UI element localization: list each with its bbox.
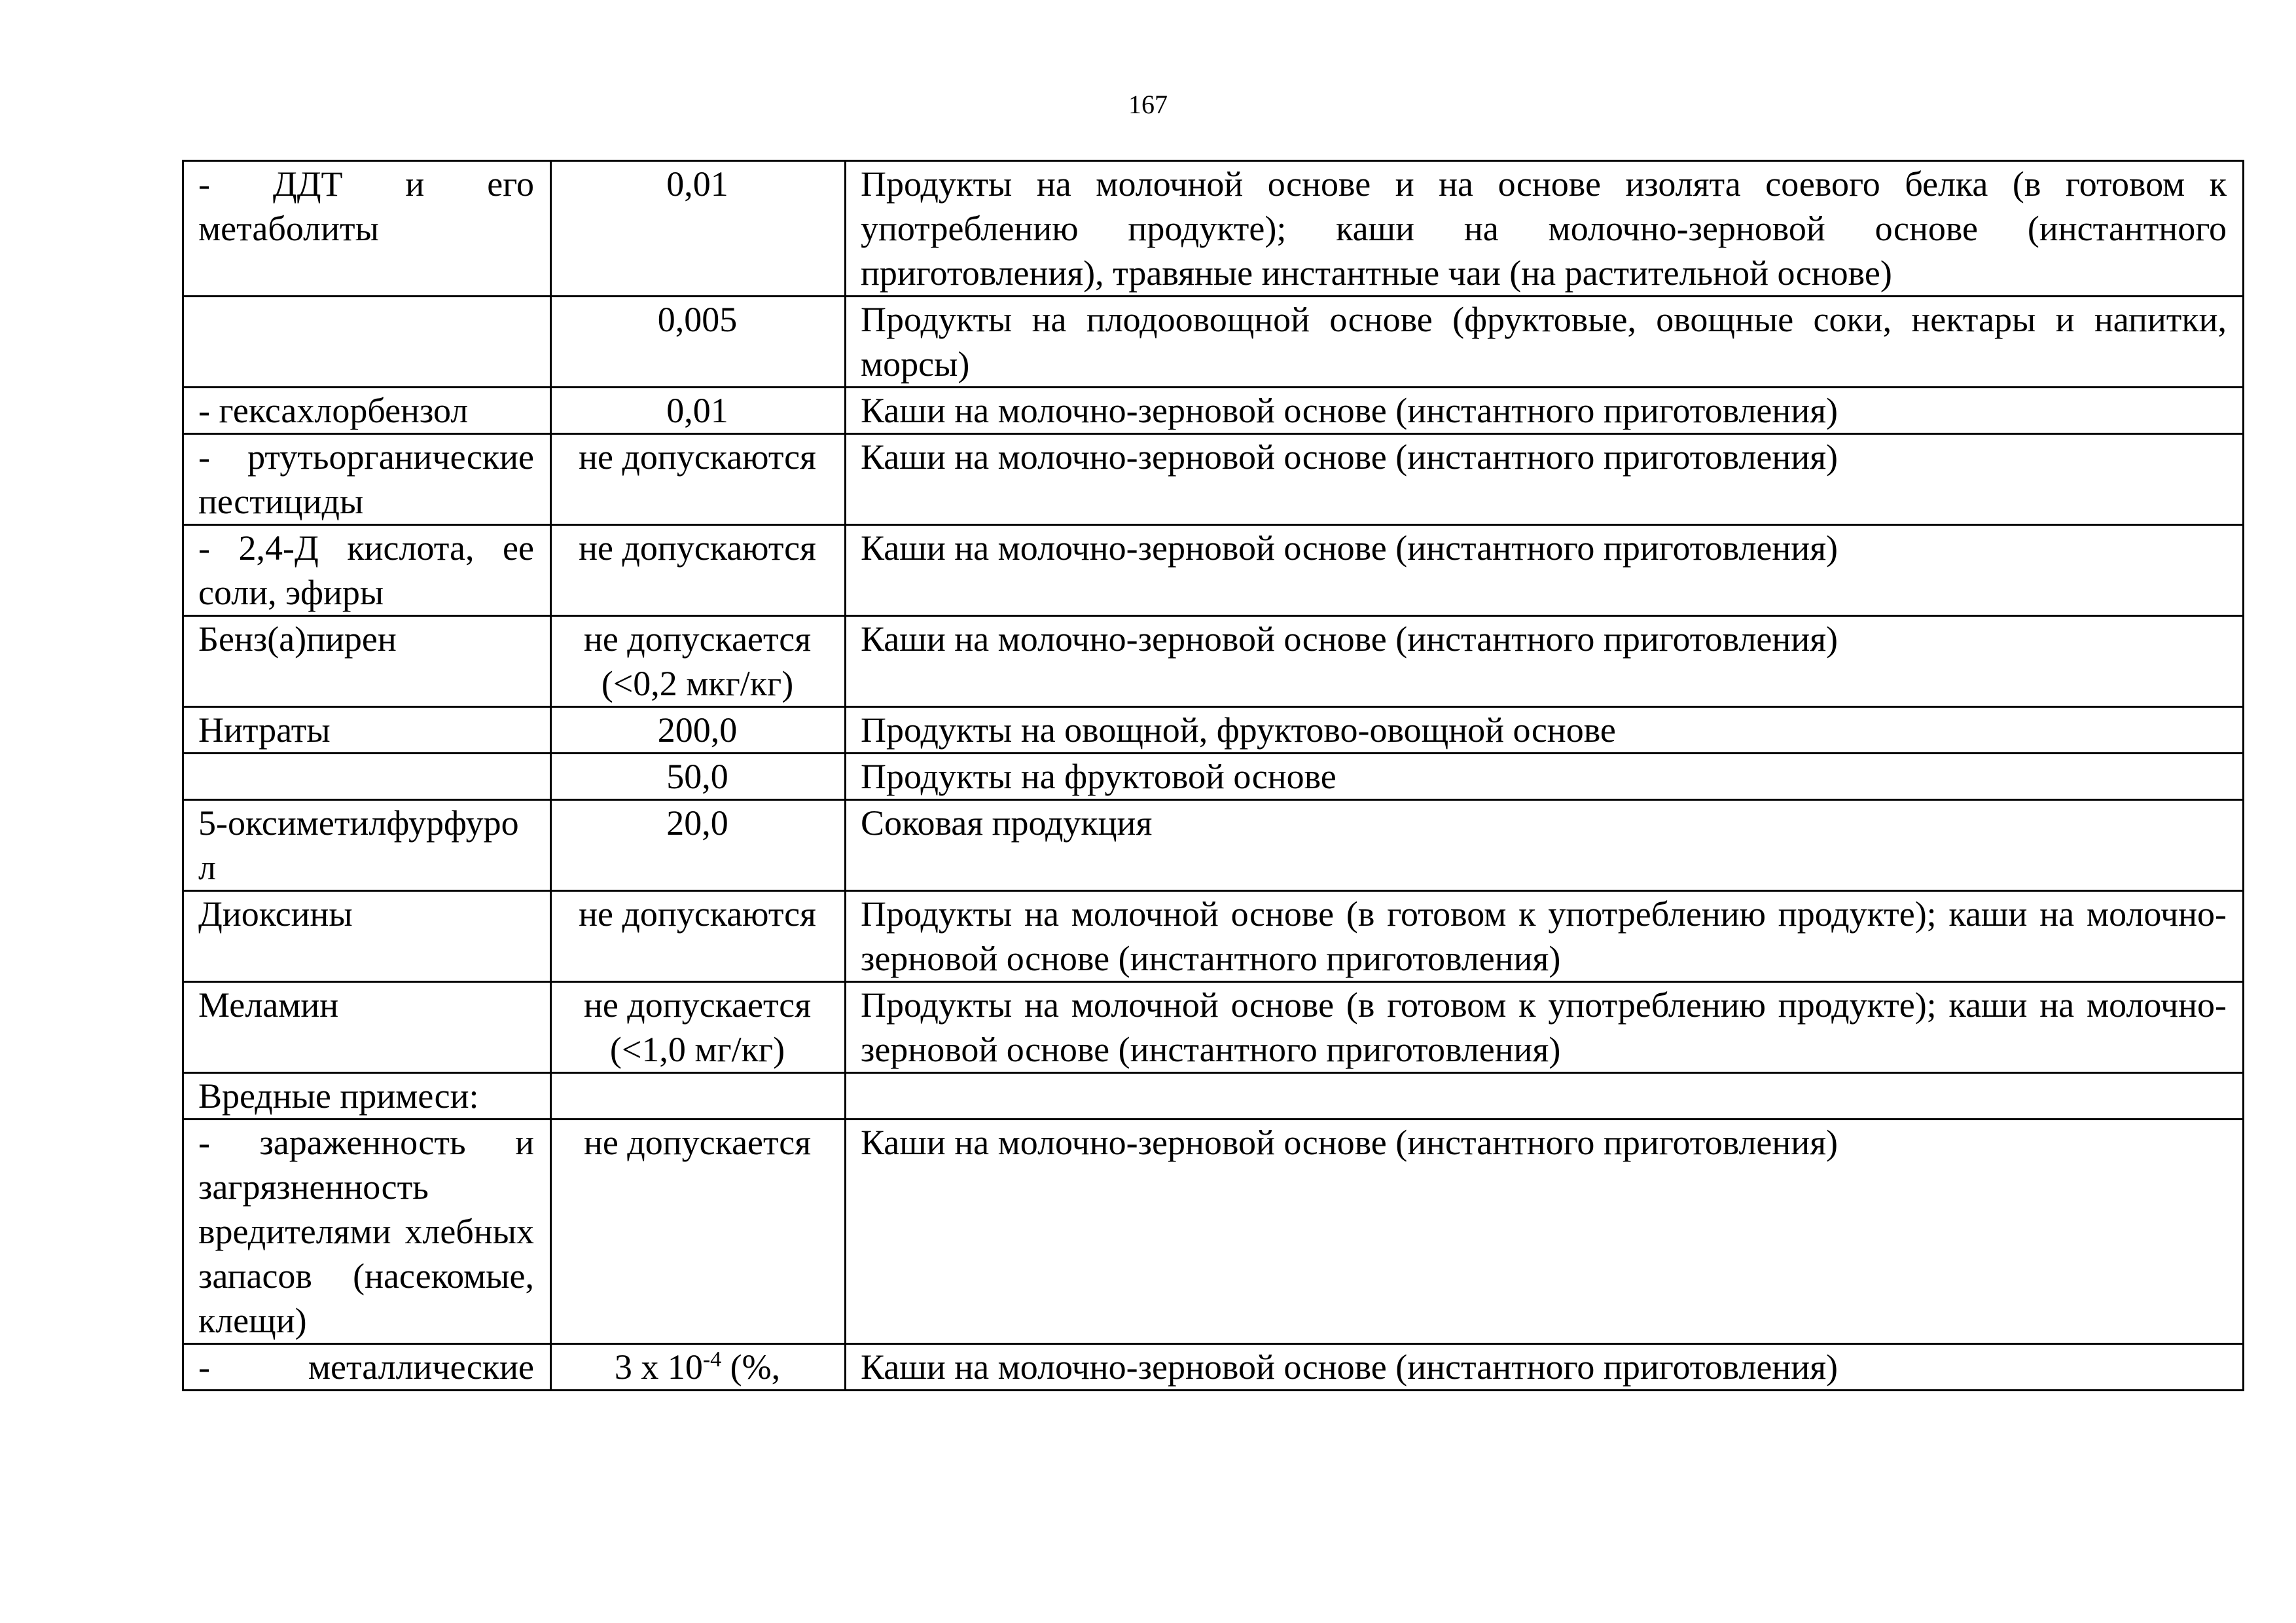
limit-cell: 0,01 <box>551 388 846 434</box>
table-row <box>183 1120 2244 1344</box>
product-cell: Продукты на фруктовой основе <box>846 754 2244 800</box>
limit-cell: не допускается (<1,0 мг/кг) <box>551 982 846 1073</box>
indicator-cell: Меламин <box>183 982 551 1073</box>
indicator-cell: Нитраты <box>183 707 551 754</box>
indicator-cell <box>183 754 551 800</box>
product-cell: Каши на молочно-зерновой основе (инстантного приготовления) <box>846 1344 2244 1391</box>
table-row <box>183 754 2244 800</box>
table-row <box>183 1073 2244 1120</box>
indicator-cell: - металлические <box>183 1344 551 1391</box>
product-cell: Соковая продукция <box>846 800 2244 891</box>
limit-cell <box>551 1073 846 1120</box>
limit-cell: не допускается (<0,2 мкг/кг) <box>551 616 846 707</box>
table-row <box>183 982 2244 1073</box>
product-cell: Каши на молочно-зерновой основе (инстантного приготовления) <box>846 434 2244 525</box>
table-row <box>183 297 2244 388</box>
product-cell: Продукты на плодоовощной основе (фруктовые, овощные соки, нектары и напитки, морсы) <box>846 297 2244 388</box>
indicator-cell: - 2,4-Д кислота, ее соли, эфиры <box>183 525 551 616</box>
indicator-cell: Бенз(а)пирен <box>183 616 551 707</box>
limit-cell: не допускаются <box>551 434 846 525</box>
limit-cell: 50,0 <box>551 754 846 800</box>
product-cell: Каши на молочно-зерновой основе (инстантного приготовления) <box>846 525 2244 616</box>
table-row <box>183 891 2244 982</box>
limit-prefix: 3 х 10 <box>614 1347 703 1387</box>
limit-cell: 20,0 <box>551 800 846 891</box>
limit-cell: 0,005 <box>551 297 846 388</box>
product-cell: Каши на молочно-зерновой основе (инстантного приготовления) <box>846 1120 2244 1344</box>
limit-cell: не допускаются <box>551 525 846 616</box>
table-row <box>183 707 2244 754</box>
indicator-cell: Вредные примеси: <box>183 1073 551 1120</box>
limits-table <box>182 160 2244 1391</box>
page-number: 167 <box>1128 90 1168 119</box>
limit-cell: не допускаются <box>551 891 846 982</box>
table-row <box>183 525 2244 616</box>
table-row <box>183 434 2244 525</box>
limit-cell <box>551 1344 846 1391</box>
product-cell <box>846 1073 2244 1120</box>
limit-cell: 0,01 <box>551 161 846 297</box>
product-cell: Каши на молочно-зерновой основе (инстантного приготовления) <box>846 388 2244 434</box>
indicator-cell: - ртутьорганические пестициды <box>183 434 551 525</box>
table-row <box>183 616 2244 707</box>
limit-cell: не допускается <box>551 1120 846 1344</box>
indicator-cell <box>183 297 551 388</box>
product-cell: Продукты на молочной основе (в готовом к употреблению продукте); каши на молочно-зерновой основе (инстантного приготовления) <box>846 982 2244 1073</box>
indicator-cell: - зараженность и загрязненность вредителями хлебных запасов (насекомые, клещи) <box>183 1120 551 1344</box>
table-row <box>183 388 2244 434</box>
limit-cell: 200,0 <box>551 707 846 754</box>
indicator-cell: - гексахлорбензол <box>183 388 551 434</box>
product-cell: Продукты на молочной основе и на основе изолята соевого белка (в готовом к употреблению продукте); каши на молочно-зерновой основе (инстантного приготовления), травяные инстантные чаи (на растительной основе) <box>846 161 2244 297</box>
table-row <box>183 161 2244 297</box>
product-cell: Каши на молочно-зерновой основе (инстантного приготовления) <box>846 616 2244 707</box>
limit-exponent: -4 <box>702 1347 722 1372</box>
product-cell: Продукты на молочной основе (в готовом к употреблению продукте); каши на молочно-зерновой основе (инстантного приготовления) <box>846 891 2244 982</box>
limit-suffix: (%, <box>721 1347 781 1387</box>
indicator-cell: - ДДТ и его метаболиты <box>183 161 551 297</box>
table-row <box>183 800 2244 891</box>
table-row <box>183 1344 2244 1391</box>
product-cell: Продукты на овощной, фруктово-овощной основе <box>846 707 2244 754</box>
indicator-cell: 5-оксиметилфурфурол <box>183 800 551 891</box>
indicator-cell: Диоксины <box>183 891 551 982</box>
